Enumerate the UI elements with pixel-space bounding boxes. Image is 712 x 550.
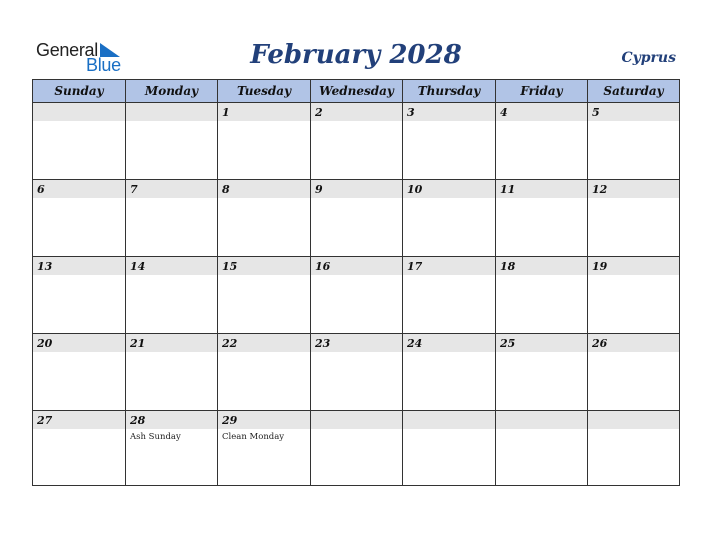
day-number-band bbox=[218, 180, 310, 198]
logo-general-text: General bbox=[36, 40, 98, 60]
day-number: 20 bbox=[37, 337, 53, 350]
day-cell-2 bbox=[311, 103, 403, 179]
country-label: Cyprus bbox=[621, 50, 676, 66]
weekday-header-friday: Friday bbox=[496, 80, 588, 102]
day-cell-11 bbox=[496, 180, 588, 256]
day-number-band bbox=[126, 103, 217, 121]
day-cell-10 bbox=[403, 180, 496, 256]
empty-day-cell bbox=[403, 411, 496, 486]
day-number: 18 bbox=[500, 260, 516, 273]
empty-day-cell bbox=[126, 103, 218, 179]
day-number-band bbox=[218, 103, 310, 121]
holiday-label: Clean Monday bbox=[222, 432, 285, 442]
day-number: 11 bbox=[500, 183, 516, 196]
logo-blue-text: Blue bbox=[86, 55, 121, 75]
weekday-header-thursday: Thursday bbox=[403, 80, 496, 102]
day-number: 12 bbox=[592, 183, 608, 196]
day-number: 9 bbox=[315, 183, 323, 196]
weekday-header-tuesday: Tuesday bbox=[218, 80, 311, 102]
day-cell-1 bbox=[218, 103, 311, 179]
weekday-header-sunday: Sunday bbox=[33, 80, 126, 102]
day-cell-15 bbox=[218, 257, 311, 333]
day-cell-13 bbox=[33, 257, 126, 333]
day-number-band bbox=[311, 411, 402, 429]
day-number: 2 bbox=[315, 106, 323, 119]
week-row bbox=[33, 180, 679, 257]
day-number: 6 bbox=[37, 183, 45, 196]
empty-day-cell bbox=[588, 411, 679, 486]
day-number: 26 bbox=[592, 337, 608, 350]
day-number-band bbox=[588, 411, 679, 429]
day-number: 5 bbox=[592, 106, 600, 119]
day-number-band bbox=[496, 411, 587, 429]
day-cell-24 bbox=[403, 334, 496, 410]
day-number-band bbox=[403, 103, 495, 121]
day-cell-3 bbox=[403, 103, 496, 179]
day-number: 14 bbox=[130, 260, 146, 273]
day-cell-19 bbox=[588, 257, 679, 333]
week-row bbox=[33, 103, 679, 180]
day-number: 1 bbox=[222, 106, 230, 119]
weekday-header-wednesday: Wednesday bbox=[311, 80, 403, 102]
day-cell-6 bbox=[33, 180, 126, 256]
day-number: 28 bbox=[130, 414, 146, 427]
day-number: 24 bbox=[407, 337, 423, 350]
day-cell-21 bbox=[126, 334, 218, 410]
day-cell-28 bbox=[126, 411, 218, 486]
day-number: 10 bbox=[407, 183, 423, 196]
day-number: 7 bbox=[130, 183, 138, 196]
day-number: 3 bbox=[407, 106, 415, 119]
day-number: 25 bbox=[500, 337, 516, 350]
day-cell-4 bbox=[496, 103, 588, 179]
day-cell-16 bbox=[311, 257, 403, 333]
day-number-band bbox=[33, 103, 125, 121]
day-cell-17 bbox=[403, 257, 496, 333]
day-number: 16 bbox=[315, 260, 331, 273]
day-number-band bbox=[311, 180, 402, 198]
day-cell-5 bbox=[588, 103, 679, 179]
day-cell-22 bbox=[218, 334, 311, 410]
day-number: 13 bbox=[37, 260, 53, 273]
empty-day-cell bbox=[33, 103, 126, 179]
day-cell-27 bbox=[33, 411, 126, 486]
day-number: 22 bbox=[222, 337, 238, 350]
holiday-label: Ash Sunday bbox=[130, 432, 181, 442]
day-number: 21 bbox=[130, 337, 146, 350]
day-number: 27 bbox=[37, 414, 53, 427]
page-title: February 2028 bbox=[250, 40, 462, 70]
day-number: 19 bbox=[592, 260, 608, 273]
day-number: 23 bbox=[315, 337, 331, 350]
day-number: 4 bbox=[500, 106, 508, 119]
day-number-band bbox=[588, 103, 679, 121]
day-cell-20 bbox=[33, 334, 126, 410]
day-number-band bbox=[33, 180, 125, 198]
day-number-band bbox=[311, 103, 402, 121]
weekday-header-monday: Monday bbox=[126, 80, 218, 102]
day-number: 29 bbox=[222, 414, 238, 427]
day-number-band bbox=[126, 180, 217, 198]
day-cell-23 bbox=[311, 334, 403, 410]
weekday-header-saturday: Saturday bbox=[603, 84, 664, 98]
day-number: 17 bbox=[407, 260, 423, 273]
day-cell-8 bbox=[218, 180, 311, 256]
day-number-band bbox=[403, 411, 495, 429]
day-cell-7 bbox=[126, 180, 218, 256]
day-number: 15 bbox=[222, 260, 238, 273]
week-row bbox=[33, 411, 679, 486]
day-cell-9 bbox=[311, 180, 403, 256]
day-number-band bbox=[496, 103, 587, 121]
day-cell-18 bbox=[496, 257, 588, 333]
empty-day-cell bbox=[496, 411, 588, 486]
calendar-grid bbox=[32, 79, 680, 486]
day-cell-26 bbox=[588, 334, 679, 410]
week-row bbox=[33, 257, 679, 334]
empty-day-cell bbox=[311, 411, 403, 486]
day-number: 8 bbox=[222, 183, 230, 196]
day-cell-12 bbox=[588, 180, 679, 256]
day-cell-25 bbox=[496, 334, 588, 410]
weekday-header-row bbox=[33, 80, 679, 103]
day-cell-29 bbox=[218, 411, 311, 486]
day-cell-14 bbox=[126, 257, 218, 333]
week-row bbox=[33, 334, 679, 411]
